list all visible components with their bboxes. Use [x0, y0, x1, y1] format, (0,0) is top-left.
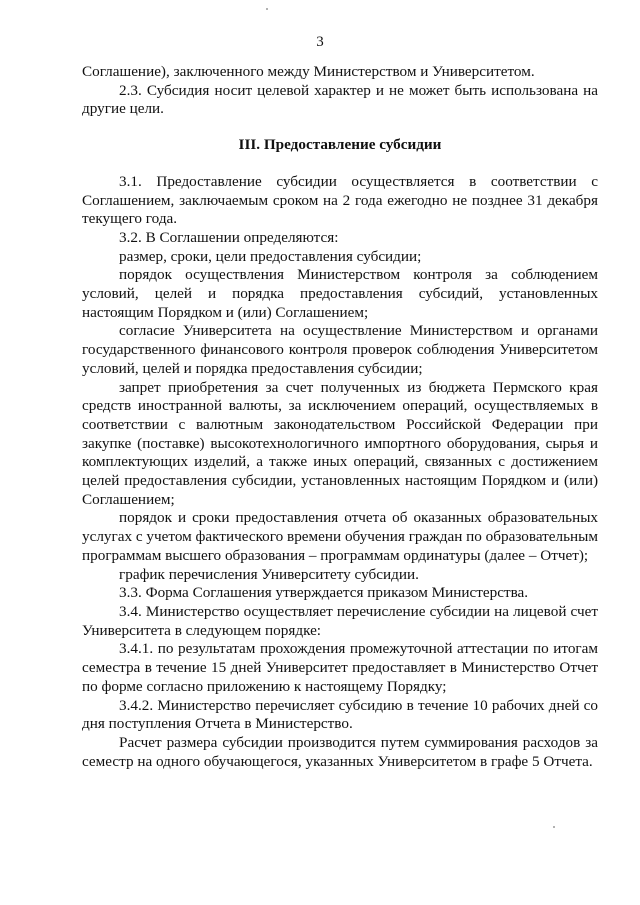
document-body — [82, 63, 598, 771]
page-number: 3 — [316, 34, 324, 50]
paragraph: размер, сроки, цели предоставления субсидии; — [119, 247, 422, 265]
paragraph: Расчет размера субсидии производится путем суммирования расходов за семестр на одного обучающегося, указанных Университетом в графе 5 Отчета. — [82, 733, 598, 770]
paragraph: 3.4.1. по результатам прохождения промежуточной аттестации по итогам семестра в течение 15 дней Университет предоставляет в Министерство Отчет по форме согласно приложению к настоящему Порядку; — [82, 640, 598, 695]
paragraph: Соглашение), заключенного между Министерством и Университетом. — [82, 63, 535, 80]
paragraph: 3.1. Предоставление субсидии осуществляется в соответствии с Соглашением, заключаемым сроком на 2 года ежегодно не позднее 31 декабря текущего года. — [82, 172, 598, 228]
section-heading: III. Предоставление субсидии — [238, 136, 442, 154]
paragraph: график перечисления Университету субсидии. — [119, 565, 419, 583]
paragraph: порядок и сроки предоставления отчета об оказанных образовательных услугах с учетом фактического времени обучения граждан по образовательным программам высшего образования – программам ординатуры (далее – Отчет); — [82, 509, 598, 564]
paragraph: 2.3. Субсидия носит целевой характер и не может быть использована на другие цели. — [82, 81, 598, 118]
paragraph: 3.4. Министерство осуществляет перечисление субсидии на лицевой счет Университета в следующем порядке: — [82, 602, 598, 639]
scan-speck — [266, 8, 268, 10]
scan-speck — [553, 826, 555, 828]
paragraph: согласие Университета на осуществление Министерством и органами государственного финансового контроля проверок соблюдения Университетом условий, целей и порядка предоставления субсидии; — [82, 322, 598, 377]
paragraph: порядок осуществления Министерством контроля за соблюдением условий, целей и порядка предоставления субсидий, установленных настоящим Порядком и (или) Соглашением; — [82, 266, 598, 321]
paragraph: 3.3. Форма Соглашения утверждается приказом Министерства. — [119, 584, 529, 602]
paragraph: запрет приобретения за счет полученных из бюджета Пермского края средств иностранной валюты, за исключением операций, осуществляемых в соответствии с валютным законодательством Российской Федерации при закупке (поставке) высокотехнологичного импортного оборудования, сырья и комплектующих изделий, а также иных операций, связанных с достижением целей предоставления субсидии, установленных настоящим Порядком и (или) Соглашением; — [82, 378, 598, 508]
paragraph: 3.2. В Соглашении определяются: — [119, 228, 339, 246]
paragraph: 3.4.2. Министерство перечисляет субсидию в течение 10 рабочих дней со дня поступления Отчета в Министерство. — [82, 696, 598, 733]
